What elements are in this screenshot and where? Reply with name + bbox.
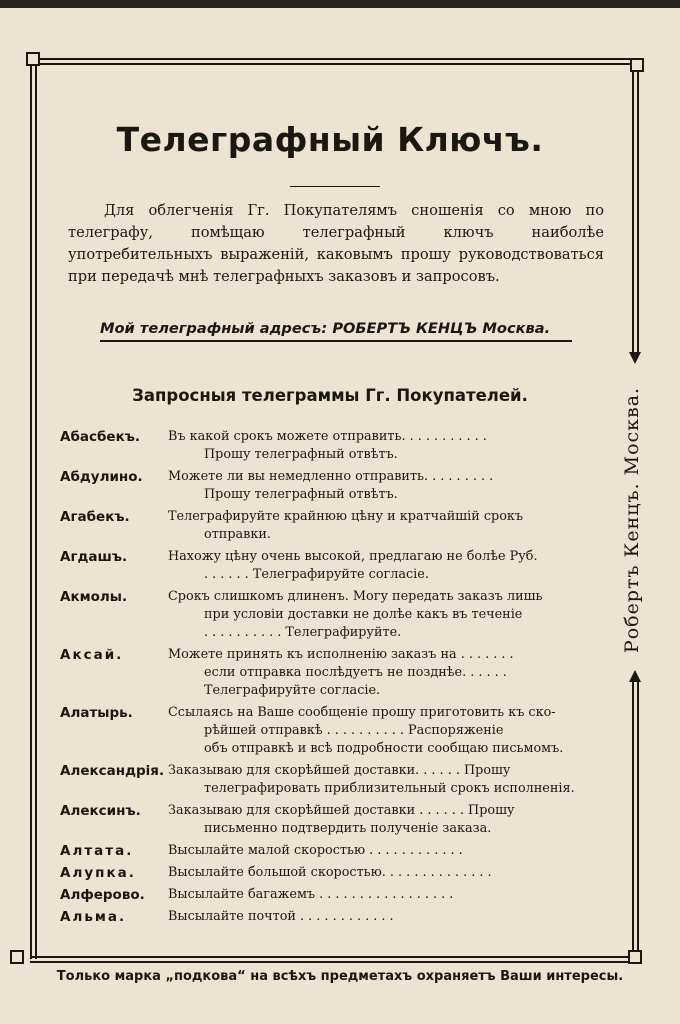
meaning-line: Нахожу цѣну очень высокой, предлагаю не болѣе Руб. xyxy=(168,549,538,564)
meaning-line: Заказываю для скорѣйшей доставки . . . . . . Прошу xyxy=(168,803,515,818)
code-meaning xyxy=(168,548,602,584)
meaning-line: письменно подтвердить полученіе заказа. xyxy=(204,821,492,836)
code-meaning xyxy=(168,508,602,544)
meaning-line: Ссылаясь на Ваше сообщеніе прошу приготовить къ ско- xyxy=(168,705,556,720)
code-entry xyxy=(60,508,602,544)
code-entry xyxy=(60,762,602,798)
top-edge xyxy=(0,0,680,8)
meaning-line: Можете принять къ исполненію заказъ на . . . . . . . xyxy=(168,647,514,662)
code-word: Агабекъ. xyxy=(60,509,130,525)
code-meaning xyxy=(168,468,602,504)
code-entry xyxy=(60,468,602,504)
meaning-line: Высылайте багажемъ . . . . . . . . . . . . . . . . . xyxy=(168,887,454,902)
meaning-line: телеграфировать приблизительный срокъ исполненія. xyxy=(204,781,575,796)
code-meaning xyxy=(168,886,602,904)
meaning-line: объ отправкѣ и всѣ подробности сообщаю письмомъ. xyxy=(204,741,564,756)
code-entry xyxy=(60,646,602,700)
code-table xyxy=(60,428,602,930)
frame-top-border xyxy=(30,58,642,65)
code-meaning xyxy=(168,842,602,860)
meaning-line: рѣйшей отправкѣ . . . . . . . . . . Распоряженіе xyxy=(204,723,504,738)
code-meaning xyxy=(168,864,602,882)
code-entry xyxy=(60,588,602,642)
meaning-line: если отправка послѣдуетъ не позднѣе. . . . . . xyxy=(204,665,507,680)
frame-bottom-border xyxy=(30,956,642,963)
code-word: Алферово. xyxy=(60,887,145,903)
corner-bottom-right-ornament xyxy=(628,950,642,964)
code-meaning xyxy=(168,646,602,700)
corner-top-left-ornament xyxy=(26,52,40,66)
code-word: Алатырь. xyxy=(60,705,133,721)
code-meaning xyxy=(168,428,602,464)
code-meaning xyxy=(168,588,602,642)
address-label: Мой телеграфный адресъ: xyxy=(100,320,328,337)
code-word: Аксай. xyxy=(60,647,124,663)
side-vertical-text: Робертъ Кенцъ. Москва. xyxy=(621,386,643,654)
meaning-line: Срокъ слишкомъ длиненъ. Могу передать заказъ лишь xyxy=(168,589,543,604)
address-value: РОБЕРТЪ КЕНЦЪ Москва. xyxy=(332,320,551,337)
code-entry xyxy=(60,428,602,464)
meaning-line: Прошу телеграфный отвѣтъ. xyxy=(204,487,398,502)
meaning-line: . . . . . . . . . . Телеграфируйте. xyxy=(204,625,402,640)
meaning-line: Прошу телеграфный отвѣтъ. xyxy=(204,447,398,462)
code-word: Альма. xyxy=(60,909,127,925)
meaning-line: отправки. xyxy=(204,527,271,542)
code-meaning xyxy=(168,802,602,838)
meaning-line: Высылайте большой скоростью. . . . . . . . . . . . . . xyxy=(168,865,492,880)
meaning-line: Телеграфируйте согласіе. xyxy=(204,683,381,698)
code-word: Абасбекъ. xyxy=(60,429,141,445)
telegraph-address xyxy=(100,320,572,342)
code-word: Агдашъ. xyxy=(60,549,128,565)
meaning-line: Въ какой срокъ можете отправить. . . . . . . . . . . xyxy=(168,429,487,444)
code-word: Абдулино. xyxy=(60,469,143,485)
corner-bottom-left-ornament xyxy=(10,950,24,964)
title-divider xyxy=(290,186,380,187)
frame-right-border-bottom xyxy=(632,680,639,959)
code-word: Алексинъ. xyxy=(60,803,141,819)
section-subtitle: Запросныя телеграммы Гг. Покупателей. xyxy=(132,386,528,405)
code-entry xyxy=(60,908,602,926)
code-word: Алупка. xyxy=(60,865,136,881)
code-word: Алтата. xyxy=(60,843,134,859)
meaning-line: Высылайте почтой . . . . . . . . . . . . xyxy=(168,909,394,924)
corner-top-right-ornament xyxy=(630,58,644,72)
code-entry xyxy=(60,842,602,860)
arrow-down-icon xyxy=(629,352,641,364)
code-entry xyxy=(60,886,602,904)
meaning-line: Заказываю для скорѣйшей доставки. . . . . . Прошу xyxy=(168,763,511,778)
code-entry xyxy=(60,802,602,838)
code-meaning xyxy=(168,704,602,758)
frame-right-border-top xyxy=(632,58,639,355)
frame-left-border xyxy=(30,58,37,959)
intro-paragraph: Для облегченія Гг. Покупателямъ сношенія со мною по телеграфу, помѣщаю телеграфный ключъ наиболѣе употребительныхъ выраженій, каковымъ прошу руководствоваться при передачѣ мнѣ телеграфныхъ заказовъ и запросовъ. xyxy=(68,202,604,285)
arrow-up-icon xyxy=(629,670,641,682)
footer-note: Только марка „подкова“ на всѣхъ предметахъ охраняетъ Ваши интересы. xyxy=(56,969,624,984)
code-word: Александрія. xyxy=(60,763,165,779)
code-entry xyxy=(60,864,602,882)
meaning-line: Можете ли вы немедленно отправить. . . . . . . . . xyxy=(168,469,494,484)
meaning-line: при условіи доставки не долѣе какъ въ теченіе xyxy=(204,607,523,622)
page-title: Телеграфный Ключъ. xyxy=(116,120,544,159)
meaning-line: Высылайте малой скоростью . . . . . . . . . . . . xyxy=(168,843,463,858)
code-entry xyxy=(60,704,602,758)
code-meaning xyxy=(168,908,602,926)
code-word: Акмолы. xyxy=(60,589,128,605)
code-entry xyxy=(60,548,602,584)
meaning-line: Телеграфируйте крайнюю цѣну и кратчайшій срокъ xyxy=(168,509,524,524)
meaning-line: . . . . . . Телеграфируйте согласіе. xyxy=(204,567,429,582)
code-meaning xyxy=(168,762,602,798)
